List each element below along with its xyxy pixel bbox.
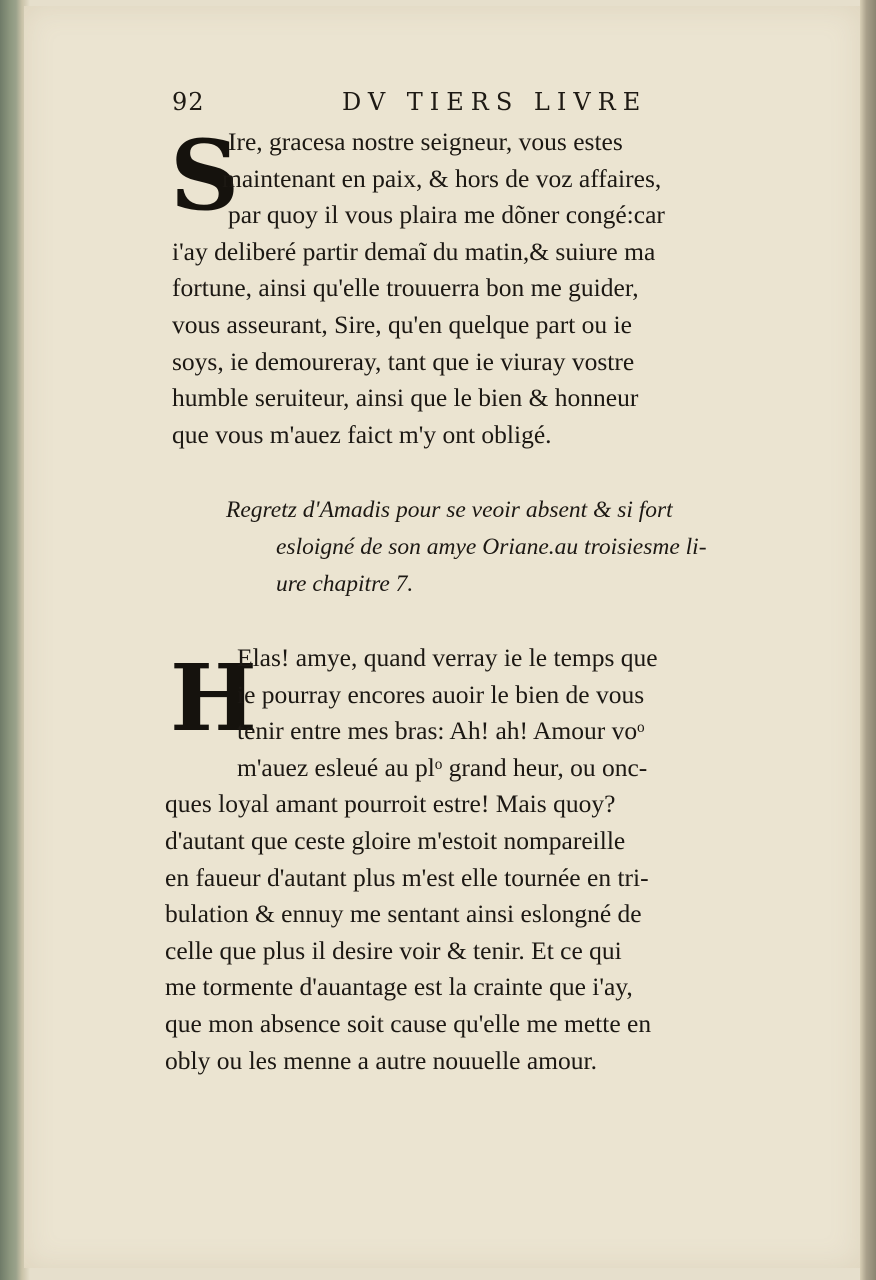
text-line: celle que plus il desire voir & tenir. Et ce qui [165, 935, 622, 965]
text-line: Elas! amye, quand verray ie le temps que [237, 643, 658, 672]
text-line: humble seruiteur, ainsi que le bien & honneur [172, 383, 639, 413]
page-header [172, 88, 732, 118]
text-line: vous asseurant, Sire, qu'en quelque part ou ie [172, 309, 632, 339]
text-line: que vous m'auez faict m'y ont obligé. [172, 419, 552, 449]
text-line: obly ou les menne a autre nouuelle amour. [165, 1045, 597, 1075]
letter-paragraph [170, 119, 792, 453]
text-line: par quoy il vous plaira me dõner congé:car [228, 200, 665, 230]
text-line: me tormente d'auantage est la crainte que i'ay, [165, 972, 633, 1002]
lament-paragraph [165, 640, 795, 1079]
heading-line: Regretz d'Amadis pour se veoir absent & si fort [226, 497, 673, 523]
text-line: ie pourray encores auoir le bien de vous [237, 679, 645, 709]
page-edge [860, 0, 876, 1280]
page-number: 92 [172, 88, 205, 116]
text-line: bulation & ennuy me sentant ainsi eslongné de [165, 899, 642, 929]
text-line: soys, ie demoureray, tant que ie viuray vostre [172, 346, 635, 376]
text-line: m'auez esleué au plᵒ grand heur, ou onc- [237, 752, 648, 782]
heading-line: ure chapitre 7. [276, 571, 414, 597]
text-line: fortune, ainsi qu'elle trouuerra bon me guider, [172, 273, 639, 303]
chapter-heading [226, 492, 796, 603]
text-line: tenir entre mes bras: Ah! ah! Amour voᵒ [237, 716, 645, 746]
text-line: i'ay deliberé partir demaĩ du matin,& suiure ma [172, 236, 656, 266]
lament-drop-cap: H [170, 644, 257, 752]
heading-line: esloigné de son amye Oriane.au troisiesme li- [276, 534, 707, 560]
letter-drop-cap: S [170, 119, 240, 232]
text-line: ques loyal amant pourroit estre! Mais quoy? [165, 789, 616, 819]
running-head: DV TIERS LIVRE [342, 88, 648, 116]
text-line: d'autant que ceste gloire m'estoit nompareille [165, 825, 626, 855]
text-line: maintenant en paix, & hors de voz affaires, [222, 163, 662, 193]
text-line: Ire, gracesa nostre seigneur, vous estes [228, 127, 623, 156]
text-line: en faueur d'autant plus m'est elle tournée en tri- [165, 862, 649, 892]
text-line: que mon absence soit cause qu'elle me mette en [165, 1008, 652, 1038]
